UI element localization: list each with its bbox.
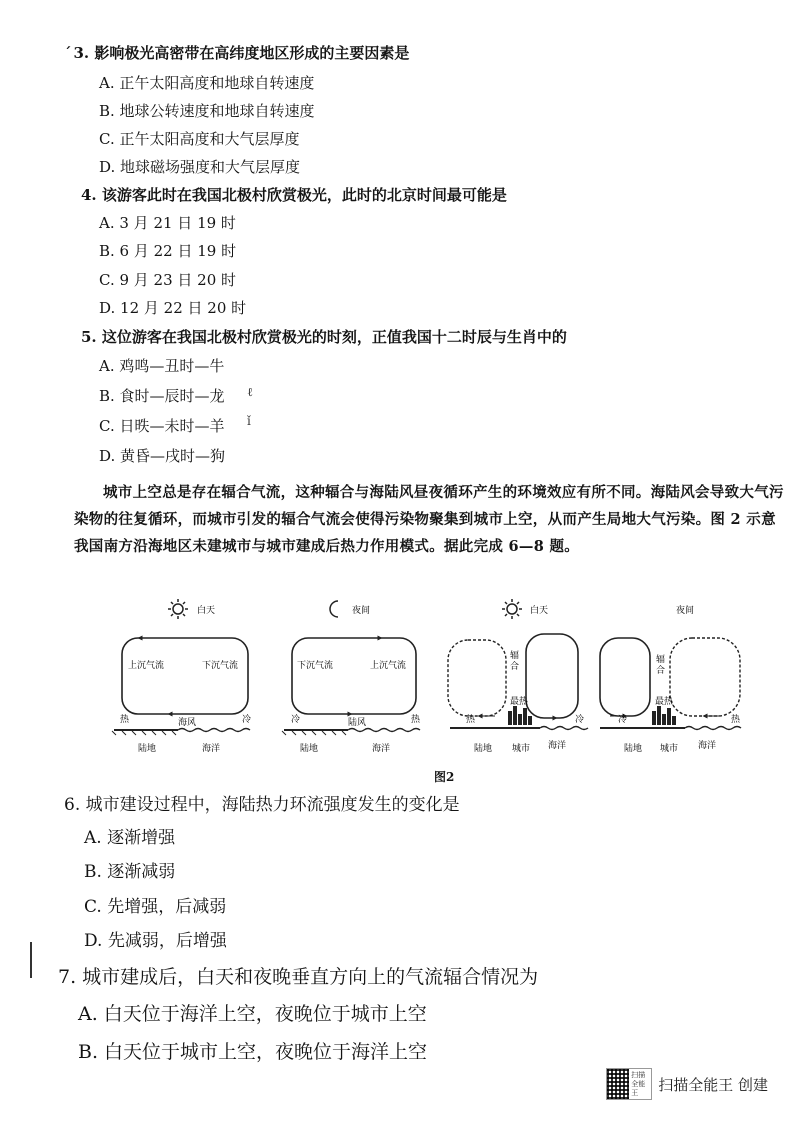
question-5-option-d: D. 黄昏—戌时—狗 (99, 447, 226, 465)
panel-1-right-flow: 下沉气流 (202, 661, 239, 671)
panel-3-hottest: 最热 (510, 697, 529, 707)
question-7-stem: 7. 城市建成后，白天和夜晚垂直方向上的气流辐合情况为 (58, 966, 539, 988)
reading-passage: 城市上空总是存在辐合气流，这种辐合与海陆风昼夜循环产生的环境效应有所不同。海陆风会导致大气污染物的往复循环，而城市引发的辐合气流会使得污染物聚集到城市上空，从而产生局地大气污染。图 2 示意我国南方沿海地区未建城市与城市建成后热力作用模式。据此完成 6—8 题。 (74, 484, 784, 555)
sun-icon (168, 599, 188, 619)
qr-code-icon: 扫描全能王 (606, 1068, 652, 1100)
question-3-option-a: A. 正午太阳高度和地球自转速度 (99, 74, 315, 92)
figure-2-diagram (100, 598, 760, 766)
question-3-option-b: B. 地球公转速度和地球自转速度 (99, 102, 315, 120)
handwritten-mark: ǐ (247, 414, 251, 428)
panel-3-time: 白天 (530, 606, 549, 616)
panel-2-night-no-city (282, 601, 421, 754)
handwritten-mark: ℓ (247, 385, 253, 399)
panel-3-day-with-city (448, 599, 588, 754)
panel-3-land: 陆地 (474, 744, 493, 754)
question-4-option-b: B. 6 月 22 日 19 时 (99, 242, 237, 260)
panel-1-day-no-city (112, 599, 251, 754)
question-4-option-d: D. 12 月 22 日 20 时 (99, 299, 247, 317)
panel-4-convergence: 辐合 (656, 655, 666, 676)
question-4-option-c: C. 9 月 23 日 20 时 (99, 271, 237, 289)
question-7-option-a: A. 白天位于海洋上空，夜晚位于城市上空 (78, 1003, 427, 1025)
question-4-stem: 4. 该游客此时在我国北极村欣赏极光，此时的北京时间最可能是 (81, 186, 507, 204)
panel-2-sea: 海洋 (372, 744, 391, 754)
panel-3-hot: 热 (466, 715, 476, 725)
panel-4-cold: 冷 (618, 715, 628, 725)
panel-3-city: 城市 (512, 744, 531, 754)
panel-1-cold: 冷 (242, 715, 252, 725)
panel-3-cold: 冷 (575, 715, 585, 725)
prefix-mark: ˊ (64, 44, 72, 62)
question-7-option-b: B. 白天位于城市上空，夜晚位于海洋上空 (78, 1041, 428, 1063)
panel-2-wind: 陆风 (348, 718, 367, 728)
question-5-stem: 5. 这位游客在我国北极村欣赏极光的时刻，正值我国十二时辰与生肖中的 (81, 328, 567, 346)
panel-1-land: 陆地 (138, 744, 157, 754)
question-3-option-d: D. 地球磁场强度和大气层厚度 (99, 158, 301, 176)
sun-icon (502, 599, 522, 619)
panel-1-wind: 海风 (178, 718, 197, 728)
panel-4-hottest: 最热 (655, 697, 674, 707)
city-buildings-icon (652, 706, 676, 725)
panel-3-sea: 海洋 (548, 741, 567, 751)
panel-1-sea: 海洋 (202, 744, 221, 754)
figure-caption: 图2 (434, 770, 455, 784)
panel-4-hot: 热 (731, 715, 741, 725)
margin-mark (30, 942, 32, 978)
moon-icon (330, 601, 338, 617)
question-5-option-a: A. 鸡鸣—丑时—牛 (99, 357, 225, 375)
watermark-text: 扫描全能王 创建 (658, 1075, 768, 1094)
panel-2-hot: 热 (411, 715, 421, 725)
panel-4-night-with-city (600, 604, 741, 754)
panel-1-time: 白天 (197, 606, 216, 616)
panel-2-time: 夜间 (352, 606, 371, 616)
panel-4-sea: 海洋 (698, 741, 717, 751)
question-6-option-d: D. 先减弱，后增强 (84, 931, 227, 951)
panel-2-land: 陆地 (300, 744, 319, 754)
question-4-option-a: A. 3 月 21 日 19 时 (99, 214, 236, 232)
question-3-stem: ˊ 3. 影响极光高密带在高纬度地区形成的主要因素是 (64, 44, 410, 62)
panel-4-land: 陆地 (624, 744, 643, 754)
panel-2-cold: 冷 (291, 715, 301, 725)
panel-4-time: 夜间 (676, 606, 695, 616)
question-5-option-c: C. 日昳—未时—羊 (99, 417, 225, 435)
panel-1-hot: 热 (120, 715, 130, 725)
question-3-option-c: C. 正午太阳高度和大气层厚度 (99, 130, 300, 148)
panel-2-right-flow: 上沉气流 (370, 661, 407, 671)
panel-4-city: 城市 (660, 744, 679, 754)
question-5-option-b: B. 食时—辰时—龙 (99, 387, 225, 405)
panel-2-left-flow: 下沉气流 (297, 661, 334, 671)
question-6-option-b: B. 逐渐减弱 (84, 862, 176, 882)
scanner-watermark (606, 1068, 768, 1100)
panel-3-convergence: 辐合 (510, 651, 520, 672)
panel-1-left-flow: 上沉气流 (128, 661, 165, 671)
question-6-stem: 6. 城市建设过程中，海陆热力环流强度发生的变化是 (64, 795, 460, 815)
question-6-option-c: C. 先增强，后减弱 (84, 897, 227, 917)
question-6-option-a: A. 逐渐增强 (84, 828, 176, 848)
